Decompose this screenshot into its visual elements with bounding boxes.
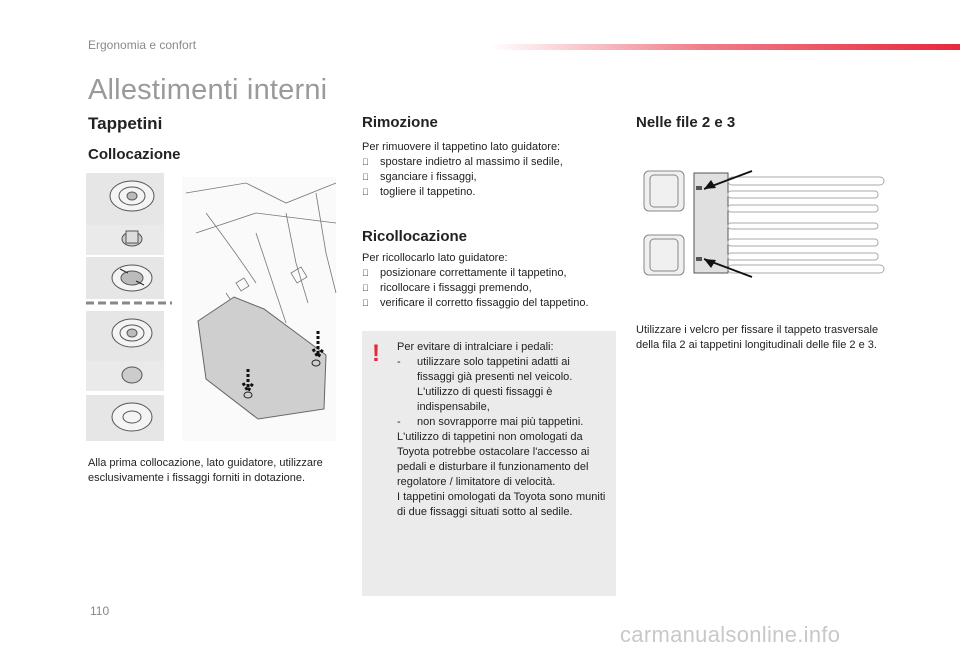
- header-accent-bar: [490, 44, 960, 50]
- list-item: posizionare correttamente il tappetino,: [362, 266, 616, 281]
- list-item: spostare indietro al massimo il sedile,: [362, 155, 612, 170]
- warning-dash-item: - utilizzare solo tappetini adatti ai fissaggi già presenti nel veicolo. L'utilizzo di questi fissaggi è indispensabile,: [397, 356, 573, 413]
- rows-2-3-illustration: [640, 163, 890, 278]
- ricollocazione-steps: [362, 266, 616, 311]
- bullet-icon: [362, 266, 369, 281]
- fastener-detail-5: [86, 361, 164, 391]
- warning-text: [397, 340, 609, 520]
- fastener-detail-4: [86, 311, 164, 361]
- file-2-3-caption: Utilizzare i velcro per fissare il tappeto trasversale della fila 2 ai tappetini longitudinali delle file 2 e 3.: [636, 324, 879, 351]
- heading-ricollocazione: Ricollocazione: [362, 228, 468, 245]
- page-title: Allestimenti interni: [88, 74, 328, 106]
- ricollocazione-block: [362, 251, 616, 311]
- list-item: ricollocare i fissaggi premendo,: [362, 281, 616, 296]
- velcro-patch-1: [696, 186, 702, 190]
- fastener-detail-6: [86, 395, 164, 441]
- heading-rimozione: Rimozione: [362, 114, 438, 131]
- list-item: sganciare i fissaggi,: [362, 170, 612, 185]
- page-number: 110: [90, 604, 110, 618]
- rimozione-steps: [362, 155, 612, 200]
- heading-file-2-3: Nelle file 2 e 3: [636, 114, 736, 131]
- list-item: verificare il corretto fissaggio del tappetino.: [362, 296, 616, 311]
- bullet-icon: [362, 281, 369, 296]
- warning-intro: Per evitare di intralciare i pedali:: [397, 341, 554, 353]
- seat-row-2: [644, 171, 684, 275]
- mat-fastening-illustration: [86, 173, 342, 443]
- bullet-icon: [362, 155, 369, 170]
- subheading-collocazione: Collocazione: [88, 146, 181, 163]
- heading-tappetini: Tappetini: [88, 114, 163, 133]
- mat-fastening-drawing: [86, 173, 342, 443]
- rimozione-block: [362, 140, 612, 200]
- fastener-detail-3: [86, 257, 164, 299]
- velcro-patch-2: [696, 257, 702, 261]
- fastener-detail-1: [86, 173, 164, 225]
- warning-exclamation-icon: !: [372, 340, 380, 367]
- warning-paragraph-1: L'utilizzo di tappetini non omologati da Toyota potrebbe ostacolare l'accesso ai pedali e disturbare il funzionamento del regolatore / limitatore di velocità.: [397, 431, 590, 488]
- rows-2-3-drawing: [640, 163, 890, 278]
- collocazione-caption: Alla prima collocazione, lato guidatore, utilizzare esclusivamente i fissaggi forniti in dotazione.: [88, 457, 323, 484]
- bullet-icon: [362, 296, 369, 311]
- longitudinal-mats: [728, 177, 884, 273]
- ricollocazione-intro: Per ricollocarlo lato guidatore:: [362, 252, 508, 264]
- rimozione-intro: Per rimuovere il tappetino lato guidatore:: [362, 141, 561, 153]
- watermark: carmanualsonline.info: [620, 622, 841, 647]
- bullet-icon: [362, 170, 369, 185]
- warning-dash-item: - non sovrapporre mai più tappetini.: [397, 416, 584, 428]
- fastener-detail-2: [86, 225, 164, 255]
- section-label: Ergonomia e confort: [88, 38, 197, 52]
- list-item: togliere il tappetino.: [362, 185, 612, 200]
- bullet-icon: [362, 185, 369, 200]
- warning-paragraph-2: I tappetini omologati da Toyota sono muniti di due fissaggi situati sotto al sedile.: [397, 491, 606, 518]
